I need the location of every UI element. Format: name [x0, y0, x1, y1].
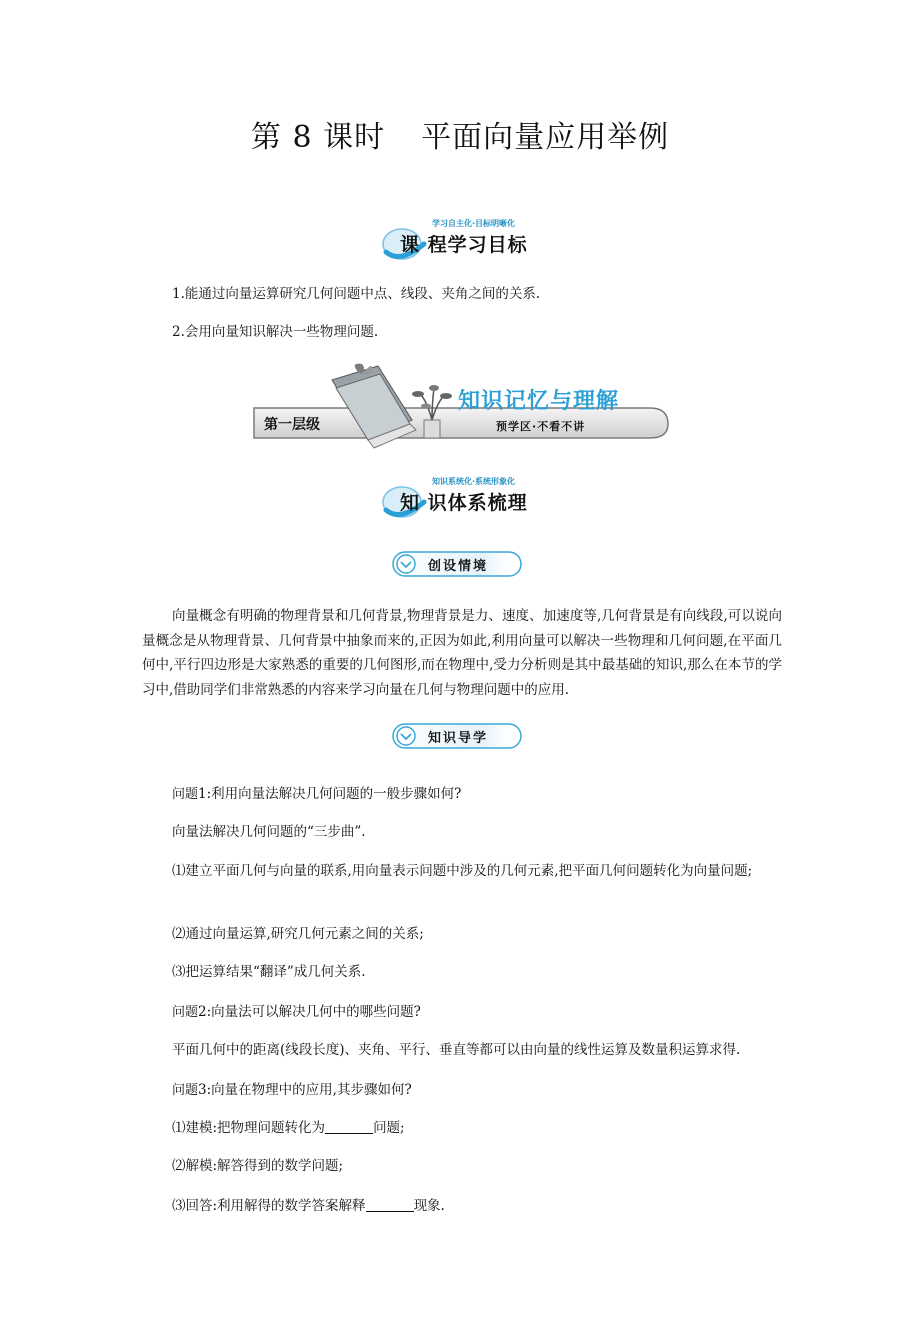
banner-title: 知识记忆与理解: [458, 389, 620, 414]
q3-step-1-before: ⑴建模:把物理问题转化为: [172, 1120, 326, 1136]
q3-step-3-before: ⑶回答:利用解得的数学答案解释: [172, 1198, 366, 1214]
title-sub: 平面向量应用举例: [421, 120, 670, 155]
goal-item: 1.能通过向量运算研究几何问题中点、线段、夹角之间的关系.: [172, 286, 541, 302]
q3-step-1: [172, 1118, 405, 1138]
banner-label: 第一层级: [264, 417, 320, 433]
q3-step-2: ⑵解模:解答得到的数学问题;: [172, 1158, 344, 1174]
q3-step-3: [172, 1196, 445, 1216]
goals-header-small: 学习自主化·目标明晰化: [432, 219, 516, 228]
answer-blank[interactable]: [325, 1119, 373, 1134]
question-label: 问题: [172, 1005, 199, 1020]
goals-header-big: 课 程学习目标: [400, 234, 528, 256]
q3-step-1-after: 问题;: [373, 1120, 405, 1136]
q1-intro: 向量法解决几何问题的“三步曲”.: [172, 824, 366, 840]
pill-scenario-label: 创设情境: [428, 559, 489, 574]
question-text: 3:向量在物理中的应用,其步骤如何?: [198, 1082, 412, 1098]
pill-guide-label: 知识导学: [428, 731, 489, 746]
pill-scenario: [392, 550, 526, 578]
title-main: 第 8 课时: [250, 120, 386, 155]
scenario-paragraph: 向量概念有明确的物理背景和几何背景,物理背景是力、速度、加速度等,几何背景是有向线段,可以说向量概念是从物理背景、几何背景中抽象而来的,正因为如此,利用向量可以解决一些物理和几何问题,在平面几何中,平行四边形是大家熟悉的重要的几何图形,而在物理中,受力分析则是其中最基础的知识,那么在本节的学习中,借助同学们非常熟悉的内容来学习向量在几何与物理问题中的应用.: [142, 608, 782, 698]
question-label: 问题: [172, 787, 199, 802]
q1-step-1: ⑴建立平面几何与向量的联系,用向量表示问题中涉及的几何元素,把平面几何问题转化为向量问题;: [172, 863, 753, 879]
q1-step-3: ⑶把运算结果“翻译”成几何关系.: [172, 964, 366, 980]
question-3: [172, 1080, 412, 1101]
goals-header: [380, 218, 550, 262]
question-text: 2:向量法可以解决几何中的哪些问题?: [198, 1004, 421, 1020]
system-header-small: 知识系统化·系统形象化: [432, 477, 516, 486]
level-banner: [250, 358, 670, 450]
system-header: [380, 476, 550, 520]
question-2: [172, 1002, 421, 1023]
q2-answer: 平面几何中的距离(线段长度)、夹角、平行、垂直等都可以由向量的线性运算及数量积运算求得.: [172, 1042, 741, 1058]
question-label: 问题: [172, 1083, 199, 1098]
question-text: 1:利用向量法解决几何问题的一般步骤如何?: [198, 786, 462, 802]
system-header-big: 知 识体系梳理: [400, 492, 528, 514]
goal-item: 2.会用向量知识解决一些物理问题.: [172, 324, 379, 340]
answer-blank[interactable]: [366, 1197, 414, 1212]
q3-step-3-after: 现象.: [413, 1198, 445, 1214]
question-1: [172, 784, 461, 805]
q1-step-2: ⑵通过向量运算,研究几何元素之间的关系;: [172, 926, 424, 942]
banner-subtitle: 预学区·不看不讲: [496, 420, 586, 433]
pill-guide: [392, 722, 526, 750]
page-title: [0, 112, 920, 156]
